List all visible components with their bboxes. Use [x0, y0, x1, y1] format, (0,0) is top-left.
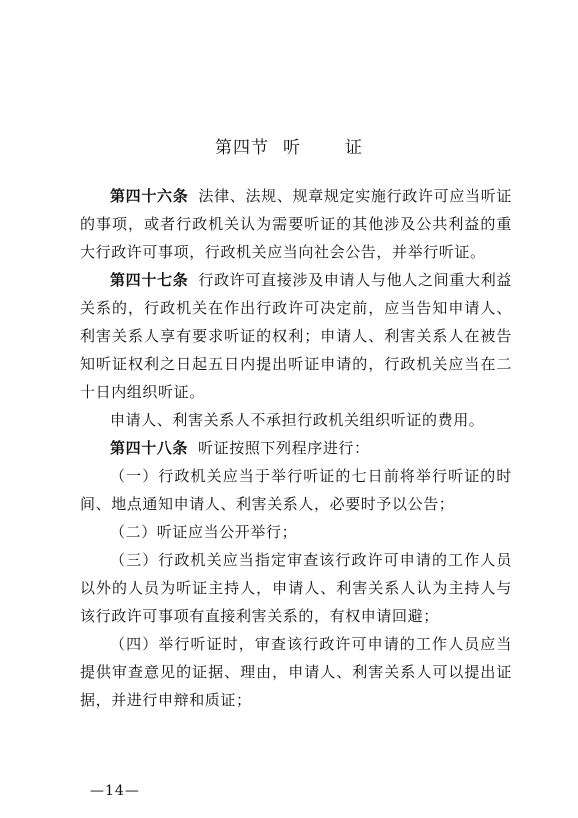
paragraph-item-3 [80, 546, 512, 630]
section-title-word-1: 听 [283, 138, 301, 158]
paragraph-text: 听证按照下列程序进行： [198, 439, 370, 457]
article-heading: 第四十六条 [110, 187, 189, 205]
section-title [0, 133, 578, 158]
paragraph-item-2 [80, 518, 512, 546]
paragraph-text: （四）举行听证时，审查该行政许可申请的工作人员应当提供审查意见的证据、理由，申请人、利害关系人可以提出证据，并进行申辩和质证； [80, 635, 512, 709]
page-number: —14— [90, 783, 140, 799]
section-title-word-2: 证 [345, 138, 363, 158]
article-heading: 第四十八条 [110, 439, 189, 457]
body-text [80, 182, 512, 714]
paragraph-text: 行政许可直接涉及申请人与他人之间重大利益关系的，行政机关在作出行政许可决定前，应当告知申请人、利害关系人享有要求听证的权利；申请人、利害关系人在被告知听证权利之日起五日内提出听证申请的，行政机关应当在二十日内组织听证。 [80, 271, 512, 401]
paragraph-text: 申请人、利害关系人不承担行政机关组织听证的费用。 [110, 411, 485, 429]
article-heading: 第四十七条 [110, 271, 189, 289]
section-title-number: 第四节 [215, 138, 269, 158]
paragraph-text: （二）听证应当公开举行； [110, 523, 298, 541]
paragraph-article-46 [80, 182, 512, 266]
paragraph-article-47 [80, 266, 512, 406]
paragraph-text: 法律、法规、规章规定实施行政许可应当听证的事项，或者行政机关认为需要听证的其他涉及公共利益的重大行政许可事项，行政机关应当向社会公告，并举行听证。 [80, 187, 512, 261]
paragraph-article-48 [80, 434, 512, 462]
paragraph-item-4 [80, 630, 512, 714]
paragraph-text: （一）行政机关应当于举行听证的七日前将举行听证的时间、地点通知申请人、利害关系人，必要时予以公告； [80, 467, 512, 513]
paragraph-text: （三）行政机关应当指定审查该行政许可申请的工作人员以外的人员为听证主持人，申请人、利害关系人认为主持人与该行政许可事项有直接利害关系的，有权申请回避； [80, 551, 512, 625]
paragraph-hearing-costs [80, 406, 512, 434]
paragraph-item-1 [80, 462, 512, 518]
